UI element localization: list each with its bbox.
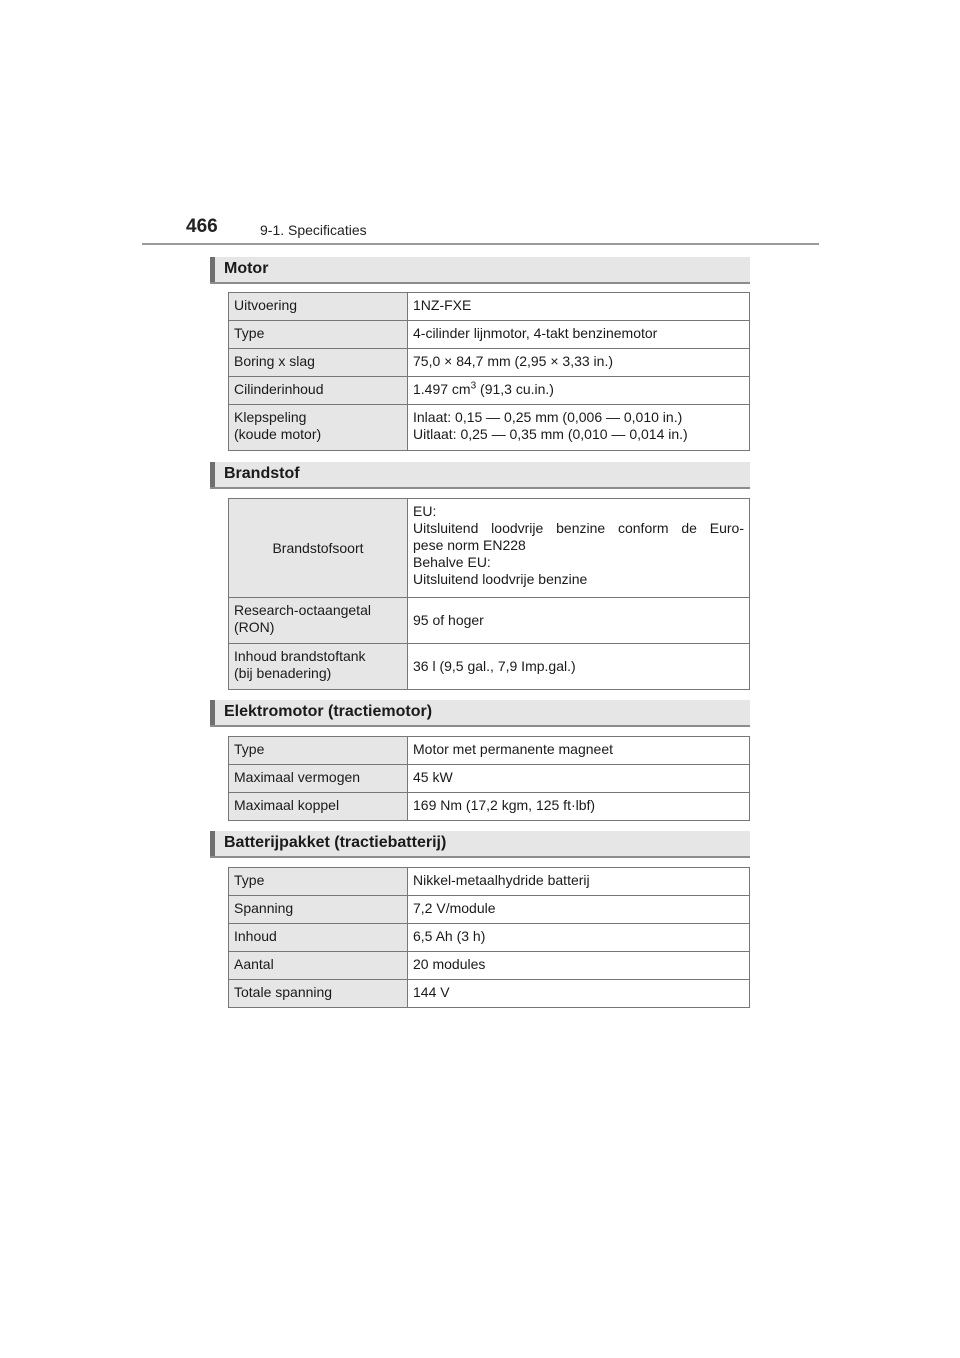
spec-value: 7,2 V/module <box>408 896 750 924</box>
spec-value: Nikkel-metaalhydride batterij <box>408 868 750 896</box>
table-row <box>229 952 750 980</box>
spec-label: Totale spanning <box>229 980 408 1008</box>
section-header-motor <box>210 257 750 284</box>
page-number: 466 <box>186 216 218 237</box>
table-row <box>229 737 750 765</box>
section-header-elektromotor <box>210 700 750 727</box>
section-bar <box>210 700 215 725</box>
table-row <box>229 793 750 821</box>
table-row <box>229 349 750 377</box>
spec-value: 75,0 × 84,7 mm (2,95 × 3,33 in.) <box>408 349 750 377</box>
spec-value: 45 kW <box>408 765 750 793</box>
value-line: EU: <box>413 503 437 519</box>
header-rule <box>142 243 819 245</box>
spec-label <box>229 598 408 644</box>
spec-value <box>408 499 750 598</box>
table-row <box>229 644 750 690</box>
section-bar <box>210 257 215 282</box>
table-row <box>229 499 750 598</box>
value-line: Uitsluitend loodvrije benzine <box>413 571 588 587</box>
spec-label: Brandstofsoort <box>229 499 408 598</box>
label-line: (bij benadering) <box>234 665 332 681</box>
label-line: (RON) <box>234 619 275 635</box>
spec-label: Aantal <box>229 952 408 980</box>
spec-label: Type <box>229 737 408 765</box>
table-row <box>229 598 750 644</box>
table-row <box>229 868 750 896</box>
value-line: Behalve EU: <box>413 554 491 570</box>
spec-value: Motor met permanente magneet <box>408 737 750 765</box>
section-header-batterij <box>210 831 750 858</box>
spec-label: Uitvoering <box>229 293 408 321</box>
section-title-motor: Motor <box>224 260 269 277</box>
table-row <box>229 765 750 793</box>
value-line: Uitsluitend loodvrije benzine conform de Euro- <box>413 520 744 536</box>
table-row <box>229 293 750 321</box>
value-line: pese norm EN228 <box>413 537 526 553</box>
section-bar <box>210 831 215 856</box>
label-line: (koude motor) <box>234 426 322 442</box>
section-bar <box>210 462 215 487</box>
value-line: Uitlaat: 0,25 — 0,35 mm (0,010 — 0,014 in.) <box>413 426 688 442</box>
spec-value <box>408 405 750 451</box>
elektromotor-table <box>228 736 750 821</box>
table-row <box>229 377 750 405</box>
label-line: Research-octaangetal <box>234 602 371 618</box>
section-header-brandstof <box>210 462 750 489</box>
spec-label: Spanning <box>229 896 408 924</box>
spec-value: 20 modules <box>408 952 750 980</box>
spec-value: 144 V <box>408 980 750 1008</box>
batterij-table <box>228 867 750 1008</box>
spec-label: Maximaal vermogen <box>229 765 408 793</box>
spec-value: 169 Nm (17,2 kgm, 125 ft·lbf) <box>408 793 750 821</box>
table-row <box>229 896 750 924</box>
value-superscript: 3 <box>470 380 477 392</box>
spec-value: 1NZ-FXE <box>408 293 750 321</box>
table-row <box>229 321 750 349</box>
value-line: Inlaat: 0,15 — 0,25 mm (0,006 — 0,010 in.) <box>413 409 683 425</box>
spec-label: Cilinderinhoud <box>229 377 408 405</box>
section-title-batterij: Batterijpakket (tractiebatterij) <box>224 834 447 851</box>
spec-value: 6,5 Ah (3 h) <box>408 924 750 952</box>
chapter-title: 9-1. Specificaties <box>260 222 367 238</box>
spec-label <box>229 405 408 451</box>
spec-label: Type <box>229 321 408 349</box>
brandstof-table <box>228 498 750 690</box>
section-title-brandstof: Brandstof <box>224 465 300 482</box>
spec-label: Type <box>229 868 408 896</box>
spec-value: 4-cilinder lijnmotor, 4-takt benzinemotor <box>408 321 750 349</box>
section-title-elektromotor: Elektromotor (tractiemotor) <box>224 703 433 720</box>
spec-value: 36 l (9,5 gal., 7,9 Imp.gal.) <box>408 644 750 690</box>
spec-value <box>408 377 750 405</box>
spec-label <box>229 644 408 690</box>
spec-label: Boring x slag <box>229 349 408 377</box>
spec-label: Inhoud <box>229 924 408 952</box>
motor-table <box>228 292 750 451</box>
spec-value: 95 of hoger <box>408 598 750 644</box>
table-row <box>229 924 750 952</box>
table-row <box>229 405 750 451</box>
value-rest: (91,3 cu.in.) <box>476 381 554 397</box>
label-line: Klepspeling <box>234 409 307 425</box>
table-row <box>229 980 750 1008</box>
spec-label: Maximaal koppel <box>229 793 408 821</box>
value-main: 1.497 cm <box>413 381 471 397</box>
label-line: Inhoud brandstoftank <box>234 648 366 664</box>
